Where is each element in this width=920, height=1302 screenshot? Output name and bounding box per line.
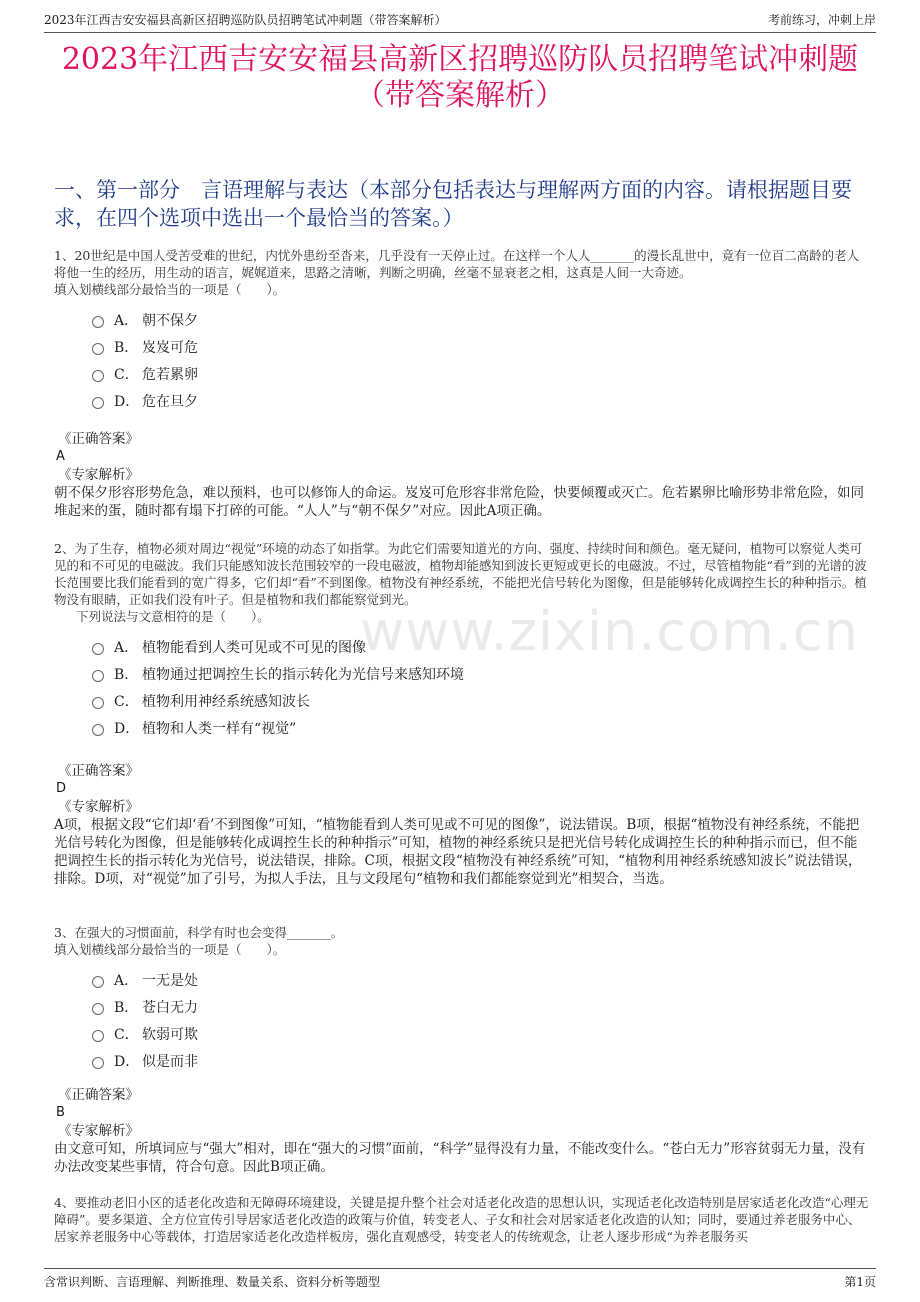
option-letter: D．	[114, 1053, 140, 1070]
option-letter: C．	[114, 366, 139, 383]
option-a[interactable]	[54, 633, 870, 660]
title-line-1: 2023年江西吉安安福县高新区招聘巡防队员招聘笔试冲刺题	[61, 42, 859, 77]
answer-label: 《正确答案》	[58, 1087, 139, 1103]
option-letter: C．	[114, 693, 139, 710]
option-list	[54, 633, 870, 741]
question-text: 1、20世纪是中国人受苦受难的世纪，内忧外患纷至沓来，几乎没有一天停止过。在这样一个人人_______的漫长乱世中，竟有一位百二高龄的老人将他一生的经历，用生动的语言，娓娓道来，思路之清晰，判断之明确，丝毫不显衰老之相，这真是人间一大奇迹。	[54, 248, 860, 280]
answer-section-2	[54, 762, 870, 888]
radio-icon[interactable]	[92, 343, 104, 355]
page-header	[44, 10, 876, 33]
footer-note: 含常识判断、言语理解、判断推理、数量关系、资料分析等题型	[44, 1275, 381, 1289]
option-letter: B．	[114, 339, 139, 356]
radio-icon[interactable]	[92, 670, 104, 682]
radio-icon[interactable]	[92, 1003, 104, 1015]
option-b[interactable]	[54, 333, 870, 360]
option-text: 植物和人类一样有“视觉”	[142, 720, 297, 737]
option-text: 植物通过把调控生长的指示转化为光信号来感知环境	[142, 666, 464, 683]
option-letter: B．	[114, 666, 139, 683]
title-line-2: （带答案解析）	[355, 78, 565, 113]
answer-value: D	[56, 781, 67, 796]
option-letter: B．	[114, 999, 139, 1016]
header-slogan: 考前练习，冲刺上岸	[767, 13, 876, 27]
option-d[interactable]	[54, 714, 870, 741]
option-text: 朝不保夕	[142, 312, 198, 329]
answer-value: B	[56, 1105, 65, 1120]
option-c[interactable]	[54, 360, 870, 387]
page-title	[40, 42, 880, 114]
option-letter: A．	[114, 972, 139, 989]
radio-icon[interactable]	[92, 370, 104, 382]
answer-label: 《正确答案》	[58, 431, 139, 447]
answer-section-3	[54, 1086, 870, 1176]
option-letter: D．	[114, 393, 140, 410]
radio-icon[interactable]	[92, 1057, 104, 1069]
analysis-text: A项，根据文段“它们却‘看’不到图像”可知，“植物能看到人类可见或不可见的图像”，说法错误。B项，根据“植物没有神经系统，不能把光信号转化为图像，但是能够转化成调控生长的种种指示”可知，植物的神经系统只是把光信号转化成调控生长的种种指示而已，但不能把调控生长的指示转化为光信号，说法错误，排除。C项，根据文段“植物没有神经系统”可知，“植物利用神经系统感知波长”说法错误，排除。D项，对“视觉”加了引号，为拟人手法，且与文段尾句“植物和我们都能察觉到光”相契合，当选。	[54, 817, 862, 887]
option-c[interactable]	[54, 687, 870, 714]
option-text: 危若累卵	[142, 366, 198, 383]
radio-icon[interactable]	[92, 976, 104, 988]
option-text: 苍白无力	[142, 999, 198, 1016]
option-d[interactable]	[54, 1047, 870, 1074]
radio-icon[interactable]	[92, 397, 104, 409]
radio-icon[interactable]	[92, 643, 104, 655]
option-list	[54, 306, 870, 414]
question-text: 4、要推动老旧小区的适老化改造和无障碍环境建设，关键是提升整个社会对适老化改造的思想认识，实现适老化改造特别是居家适老化改造“心理无障碍”。要多渠道、全方位宣传引导居家适老化改造的政策与价值，转变老人、子女和社会对居家适老化改造的认知；同时，要通过养老服务中心、居家养老服务中心等载体，打造居家适老化改造样板房，强化直观感受，转变老人的传统观念，让老人逐步形成“为养老服务买	[54, 1195, 869, 1244]
option-text: 软弱可欺	[142, 1026, 198, 1043]
question-prompt: 填入划横线部分最恰当的一项是（ ）。	[54, 282, 286, 297]
page-footer	[44, 1268, 876, 1291]
question-text: 2、为了生存，植物必须对周边“视觉”环境的动态了如指掌。为此它们需要知道光的方向、强度、持续时间和颜色。毫无疑问，植物可以察觉人类可见的和不可见的电磁波。我们只能感知波长范围较窄的一段电磁波，植物却能感知到波长更短或更长的电磁波。不过，尽管植物能“看”到的光谱的波长范围要比我们能看到的宽广得多，它们却“看”不到图像。植物没有神经系统，不能把光信号转化为图像，但是能够转化成调控生长的种种指示。植物没有眼睛，正如我们没有叶子。但是植物和我们都能察觉到光。	[54, 541, 867, 607]
radio-icon[interactable]	[92, 316, 104, 328]
option-letter: A．	[114, 639, 139, 656]
question-2	[54, 540, 870, 741]
question-prompt: 填入划横线部分最恰当的一项是（ ）。	[54, 942, 286, 957]
analysis-label: 《专家解析》	[58, 1123, 139, 1139]
option-letter: C．	[114, 1026, 139, 1043]
analysis-label: 《专家解析》	[58, 467, 139, 483]
option-text: 植物能看到人类可见或不可见的图像	[142, 639, 366, 656]
analysis-label: 《专家解析》	[58, 799, 139, 815]
option-text: 危在旦夕	[142, 393, 198, 410]
option-b[interactable]	[54, 660, 870, 687]
option-text: 一无是处	[142, 972, 198, 989]
option-a[interactable]	[54, 966, 870, 993]
option-letter: A．	[114, 312, 139, 329]
question-1	[54, 247, 870, 414]
question-3	[54, 924, 870, 1074]
analysis-text: 由文意可知，所填词应与“强大”相对，即在“强大的习惯”面前，“科学”显得没有力量，不能改变什么。“苍白无力”形容贫弱无力量，没有办法改变某些事情，符合句意。因此B项正确。	[54, 1141, 866, 1175]
radio-icon[interactable]	[92, 724, 104, 736]
question-text: 3、在强大的习惯面前，科学有时也会变得_______。	[54, 925, 344, 940]
question-4	[54, 1194, 870, 1254]
watermark: www.zixin.com.cn	[360, 600, 859, 663]
option-c[interactable]	[54, 1020, 870, 1047]
page-number: 第1页	[844, 1275, 876, 1289]
radio-icon[interactable]	[92, 1030, 104, 1042]
option-text: 似是而非	[142, 1053, 198, 1070]
option-b[interactable]	[54, 993, 870, 1020]
option-letter: D．	[114, 720, 140, 737]
analysis-text: 朝不保夕形容形势危急，难以预料，也可以修饰人的命运。岌岌可危形容非常危险，快要倾覆或灭亡。危若累卵比喻形势非常危险，如同堆起来的蛋，随时都有塌下打碎的可能。“人人”与“朝不保夕”对应。因此A项正确。	[54, 485, 864, 519]
header-doc-title: 2023年江西吉安安福县高新区招聘巡防队员招聘笔试冲刺题（带答案解析）	[44, 13, 447, 27]
option-text: 岌岌可危	[142, 339, 198, 356]
option-a[interactable]	[54, 306, 870, 333]
section-heading: 一、第一部分 言语理解与表达（本部分包括表达与理解两方面的内容。请根据题目要求，在四个选项中选出一个最恰当的答案。）	[54, 178, 852, 230]
answer-section-1	[54, 430, 870, 520]
option-list	[54, 966, 870, 1074]
option-d[interactable]	[54, 387, 870, 414]
question-prompt: 下列说法与文意相符的是（ ）。	[76, 609, 270, 624]
option-text: 植物利用神经系统感知波长	[142, 693, 310, 710]
answer-label: 《正确答案》	[58, 763, 139, 779]
radio-icon[interactable]	[92, 697, 104, 709]
answer-value: A	[56, 449, 65, 464]
